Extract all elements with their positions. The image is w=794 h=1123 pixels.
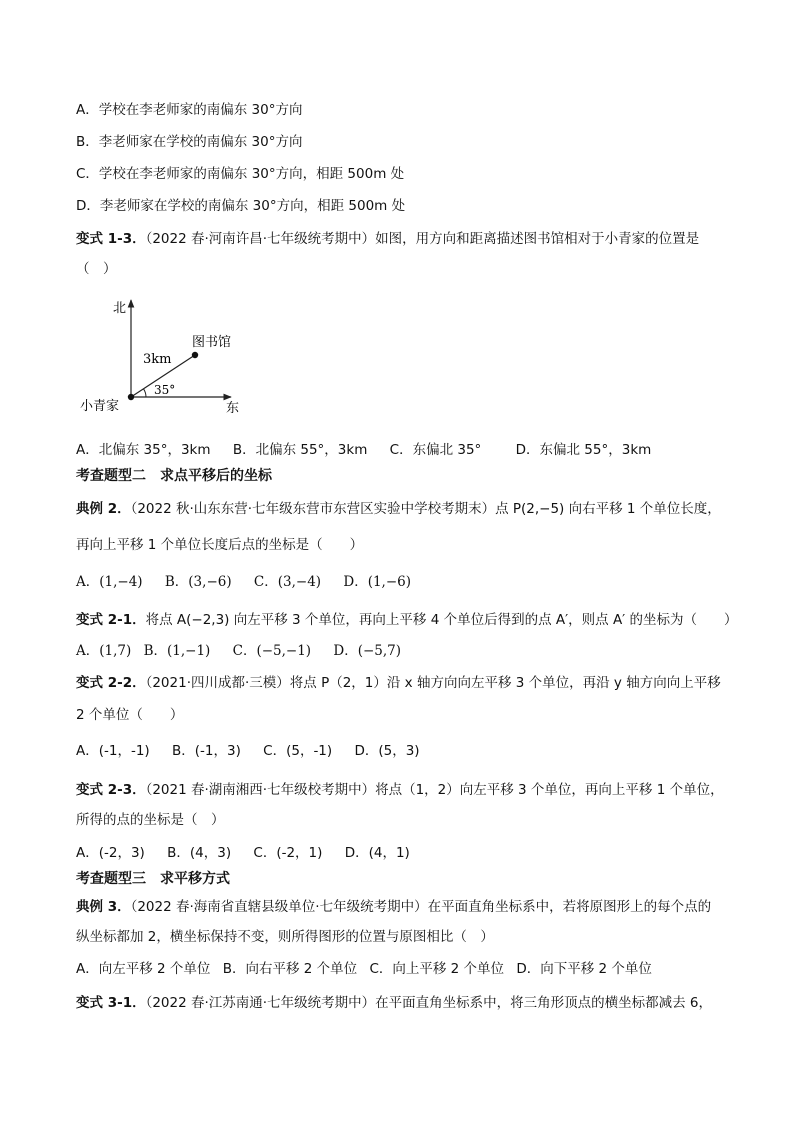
angle-arc xyxy=(144,389,147,397)
distance-label: 3km xyxy=(143,352,172,367)
option-d: D．李老师家在学校的南偏东 30°方向，相距 500m 处 xyxy=(76,198,406,214)
option-c: C．学校在李老师家的南偏东 30°方向，相距 500m 处 xyxy=(76,166,405,182)
question-paren: （ ） xyxy=(76,261,117,277)
example-3-options xyxy=(76,959,734,979)
option-b: B．(3,−6) xyxy=(164,574,232,590)
example-2 xyxy=(76,499,734,519)
question-text: （2022 秋·山东东营·七年级东营市东营区实验中学校考期末）点 P(2,−5) 向右平移 1 个单位长度， xyxy=(130,501,721,517)
option-c: C．向上平移 2 个单位 xyxy=(369,961,505,977)
option-b: B．向右平移 2 个单位 xyxy=(222,961,358,977)
question-v2-1 xyxy=(76,610,738,630)
question-text: （2021·四川成都·三模）将点 P（2，1）沿 x 轴方向向左平移 3 个单位，再沿 y 轴方向向上平移 xyxy=(145,675,721,691)
question-label: 典例 3． xyxy=(76,899,131,915)
question-text: （2022 春·河南许昌·七年级统考期中）如图，用方向和距离描述图书馆相对于小青家的位置是 xyxy=(145,231,700,247)
option-a: A．向左平移 2 个单位 xyxy=(76,961,211,977)
question-v2-2-continued: 2 个单位（ ） xyxy=(76,707,184,723)
option-b: B．李老师家在学校的南偏东 30°方向 xyxy=(76,134,303,150)
option-a: A．学校在李老师家的南偏东 30°方向 xyxy=(76,102,303,118)
option-c: C．东偏北 35° xyxy=(389,442,482,458)
question-text: （2022 春·海南省直辖县级单位·七年级统考期中）在平面直角坐标系中，若将原图形上的每个点的 xyxy=(130,899,712,915)
option-b: B．(-1，3) xyxy=(172,743,241,759)
option-d: D．(5，3) xyxy=(354,743,420,759)
question-label: 变式 2-1． xyxy=(76,612,146,628)
example-2-continued: 再向上平移 1 个单位长度后点的坐标是（ ） xyxy=(76,537,364,553)
question-text: （2022 春·江苏南通·七年级统考期中）在平面直角坐标系中，将三角形顶点的横坐标都减去 6， xyxy=(145,995,712,1011)
option-c: C．(5，-1) xyxy=(263,743,333,759)
question-label: 变式 3-1． xyxy=(76,995,146,1011)
option-d: D．东偏北 55°，3km xyxy=(515,442,652,458)
question-v2-2 xyxy=(76,673,734,693)
option-b: B．北偏东 55°，3km xyxy=(232,442,368,458)
east-label: 东 xyxy=(226,401,240,416)
option-a: A．(-1，-1) xyxy=(76,743,150,759)
question-label: 变式 1-3． xyxy=(76,231,146,247)
option-a: A．(1,7) xyxy=(76,643,132,659)
option-d: D．向下平移 2 个单位 xyxy=(516,961,652,977)
direction-diagram xyxy=(76,292,266,422)
v2-3-options xyxy=(76,843,734,863)
option-d: D．(1,−6) xyxy=(343,574,412,590)
example-3-continued: 纵坐标都加 2，横坐标保持不变，则所得图形的位置与原图相比（ ） xyxy=(76,929,494,945)
option-a: A．(-2，3) xyxy=(76,845,145,861)
option-c: C．(3,−4) xyxy=(253,574,322,590)
question-text: 将点 A(−2,3) 向左平移 3 个单位，再向上平移 4 个单位后得到的点 A′，则点 A′ 的坐标为（ ） xyxy=(145,612,738,628)
origin-point xyxy=(128,394,134,400)
option-b: B．(4，3) xyxy=(167,845,232,861)
v1-3-options xyxy=(76,440,734,460)
question-v2-3-continued: 所得的点的坐标是（ ） xyxy=(76,812,225,828)
option-b: B．(1,−1) xyxy=(143,643,211,659)
question-label: 典例 2． xyxy=(76,501,131,517)
angle-label: 35° xyxy=(154,383,176,397)
origin-label: 小青家 xyxy=(80,399,120,414)
library-label: 图书馆 xyxy=(192,335,232,350)
v2-2-options xyxy=(76,741,734,761)
question-text: （2021 春·湖南湘西·七年级校考期中）将点（1，2）向左平移 3 个单位，再向上平移 1 个单位， xyxy=(145,782,724,798)
option-d: D．(−5,7) xyxy=(333,643,402,659)
example-2-options xyxy=(76,572,734,592)
question-v2-3 xyxy=(76,780,734,800)
library-point xyxy=(192,352,198,358)
section-heading-2: 考查题型二 求点平移后的坐标 xyxy=(76,468,272,484)
option-c: C．(−5,−1) xyxy=(232,643,312,659)
example-3 xyxy=(76,897,734,917)
question-v1-3 xyxy=(76,229,734,249)
north-label: 北 xyxy=(113,301,127,316)
option-a: A．北偏东 35°，3km xyxy=(76,442,211,458)
option-c: C．(-2，1) xyxy=(253,845,323,861)
question-v3-1 xyxy=(76,993,734,1013)
v2-1-options xyxy=(76,641,734,661)
section-heading-3: 考查题型三 求平移方式 xyxy=(76,871,230,887)
question-label: 变式 2-2． xyxy=(76,675,146,691)
question-label: 变式 2-3． xyxy=(76,782,146,798)
option-d: D．(4，1) xyxy=(344,845,410,861)
option-a: A．(1,−4) xyxy=(76,574,143,590)
